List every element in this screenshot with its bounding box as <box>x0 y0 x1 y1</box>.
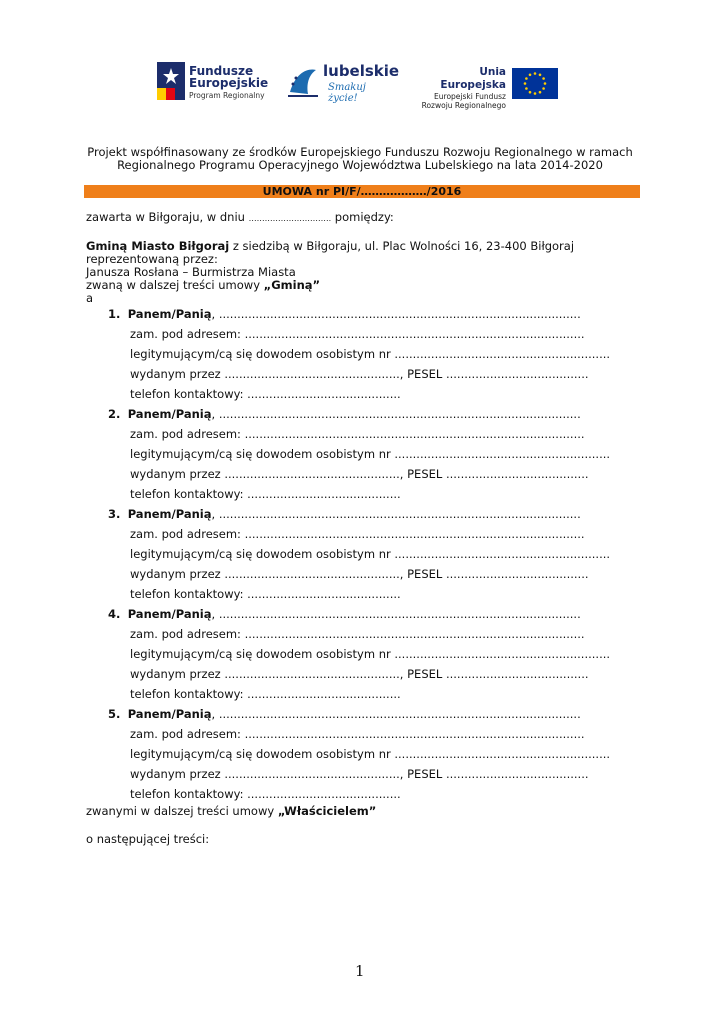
owner-5-phone: telefon kontaktowy: .......................................... <box>130 787 401 801</box>
party-municipality: Gminą Miasto Biłgoraj z siedzibą w Biłgoraju, ul. Plac Wolności 16, 23-400 Biłgoraj <box>86 239 575 253</box>
lubelskie-slogan: Smakuj życie! <box>328 82 366 104</box>
eu-flag-icon <box>512 68 558 99</box>
owner-2-name-line: 2. Panem/Panią, ................................................................................................... <box>108 407 581 421</box>
lubelskie-name: lubelskie <box>323 62 400 80</box>
represented-by: reprezentowaną przez: <box>86 252 218 266</box>
lubelskie-logo <box>286 58 400 104</box>
contract-intro: zawarta w Biłgoraju, w dniu …………………………. pomiędzy: <box>86 210 394 224</box>
content-intro: o następującej treści: <box>86 832 210 846</box>
owner-4-phone: telefon kontaktowy: .......................................... <box>130 687 401 701</box>
owner-3-name-line: 3. Panem/Panią, ................................................................................................... <box>108 507 581 521</box>
owner-5-issued: wydanym przez ................................................, PESEL ....................................... <box>130 767 589 781</box>
contract-title: UMOWA nr PI/F/………………/2016 <box>84 185 640 198</box>
owner-1-issued: wydanym przez ................................................, PESEL ....................................... <box>130 367 589 381</box>
date-blank: …………………………. <box>248 214 332 223</box>
ue-logo-text: Unia Europejska Europejski Fundusz Rozwoju Regionalnego <box>421 66 506 110</box>
owner-3-id: legitymującym/cą się dowodem osobistym nr ........................................................... <box>130 547 611 561</box>
unia-europejska-logo <box>418 58 560 110</box>
owner-3-issued: wydanym przez ................................................, PESEL ....................................... <box>130 567 589 581</box>
owner-1-phone: telefon kontaktowy: .......................................... <box>130 387 401 401</box>
owner-4-id: legitymującym/cą się dowodem osobistym nr ........................................................... <box>130 647 611 661</box>
owner-1-name-line: 1. Panem/Panią, ................................................................................................... <box>108 307 581 321</box>
owner-5-address: zam. pod adresem: ............................................................................................. <box>130 727 585 741</box>
fe-star-mark-icon <box>157 62 185 100</box>
page-number: 1 <box>355 962 365 980</box>
owner-4-issued: wydanym przez ................................................, PESEL ....................................... <box>130 667 589 681</box>
owner-2-phone: telefon kontaktowy: .......................................... <box>130 487 401 501</box>
owner-1-id: legitymującym/cą się dowodem osobistym nr ........................................................... <box>130 347 611 361</box>
logo-bar <box>0 58 724 108</box>
lubelskie-bird-icon <box>286 64 320 100</box>
owner-1-address: zam. pod adresem: ............................................................................................. <box>130 327 585 341</box>
owner-alias: zwanymi w dalszej treści umowy „Właścicielem” <box>86 804 377 818</box>
owner-5-id: legitymującym/cą się dowodem osobistym nr ........................................................... <box>130 747 611 761</box>
owner-3-address: zam. pod adresem: ............................................................................................. <box>130 527 585 541</box>
owner-2-id: legitymującym/cą się dowodem osobistym nr ........................................................... <box>130 447 611 461</box>
fundusze-europejskie-logo <box>157 58 267 104</box>
owner-4-name-line: 4. Panem/Panią, ................................................................................................... <box>108 607 581 621</box>
municipality-alias: zwaną w dalszej treści umowy „Gminą” <box>86 278 321 292</box>
owner-3-phone: telefon kontaktowy: .......................................... <box>130 587 401 601</box>
fe-logo-text: Fundusze Europejskie Program Regionalny <box>189 64 269 100</box>
owner-2-issued: wydanym przez ................................................, PESEL ....................................... <box>130 467 589 481</box>
owner-2-address: zam. pod adresem: ............................................................................................. <box>130 427 585 441</box>
representative: Janusza Rosłana – Burmistrza Miasta <box>86 265 296 279</box>
funding-statement: Projekt współfinasowany ze środków Europejskiego Funduszu Rozwoju Regionalnego w ramach Regionalnego Programu Operacyjnego Województwa Lubelskiego na lata 2014-2020 <box>87 145 633 172</box>
owner-5-name-line: 5. Panem/Panią, ................................................................................................... <box>108 707 581 721</box>
conjunction: a <box>86 291 94 305</box>
owner-4-address: zam. pod adresem: ............................................................................................. <box>130 627 585 641</box>
